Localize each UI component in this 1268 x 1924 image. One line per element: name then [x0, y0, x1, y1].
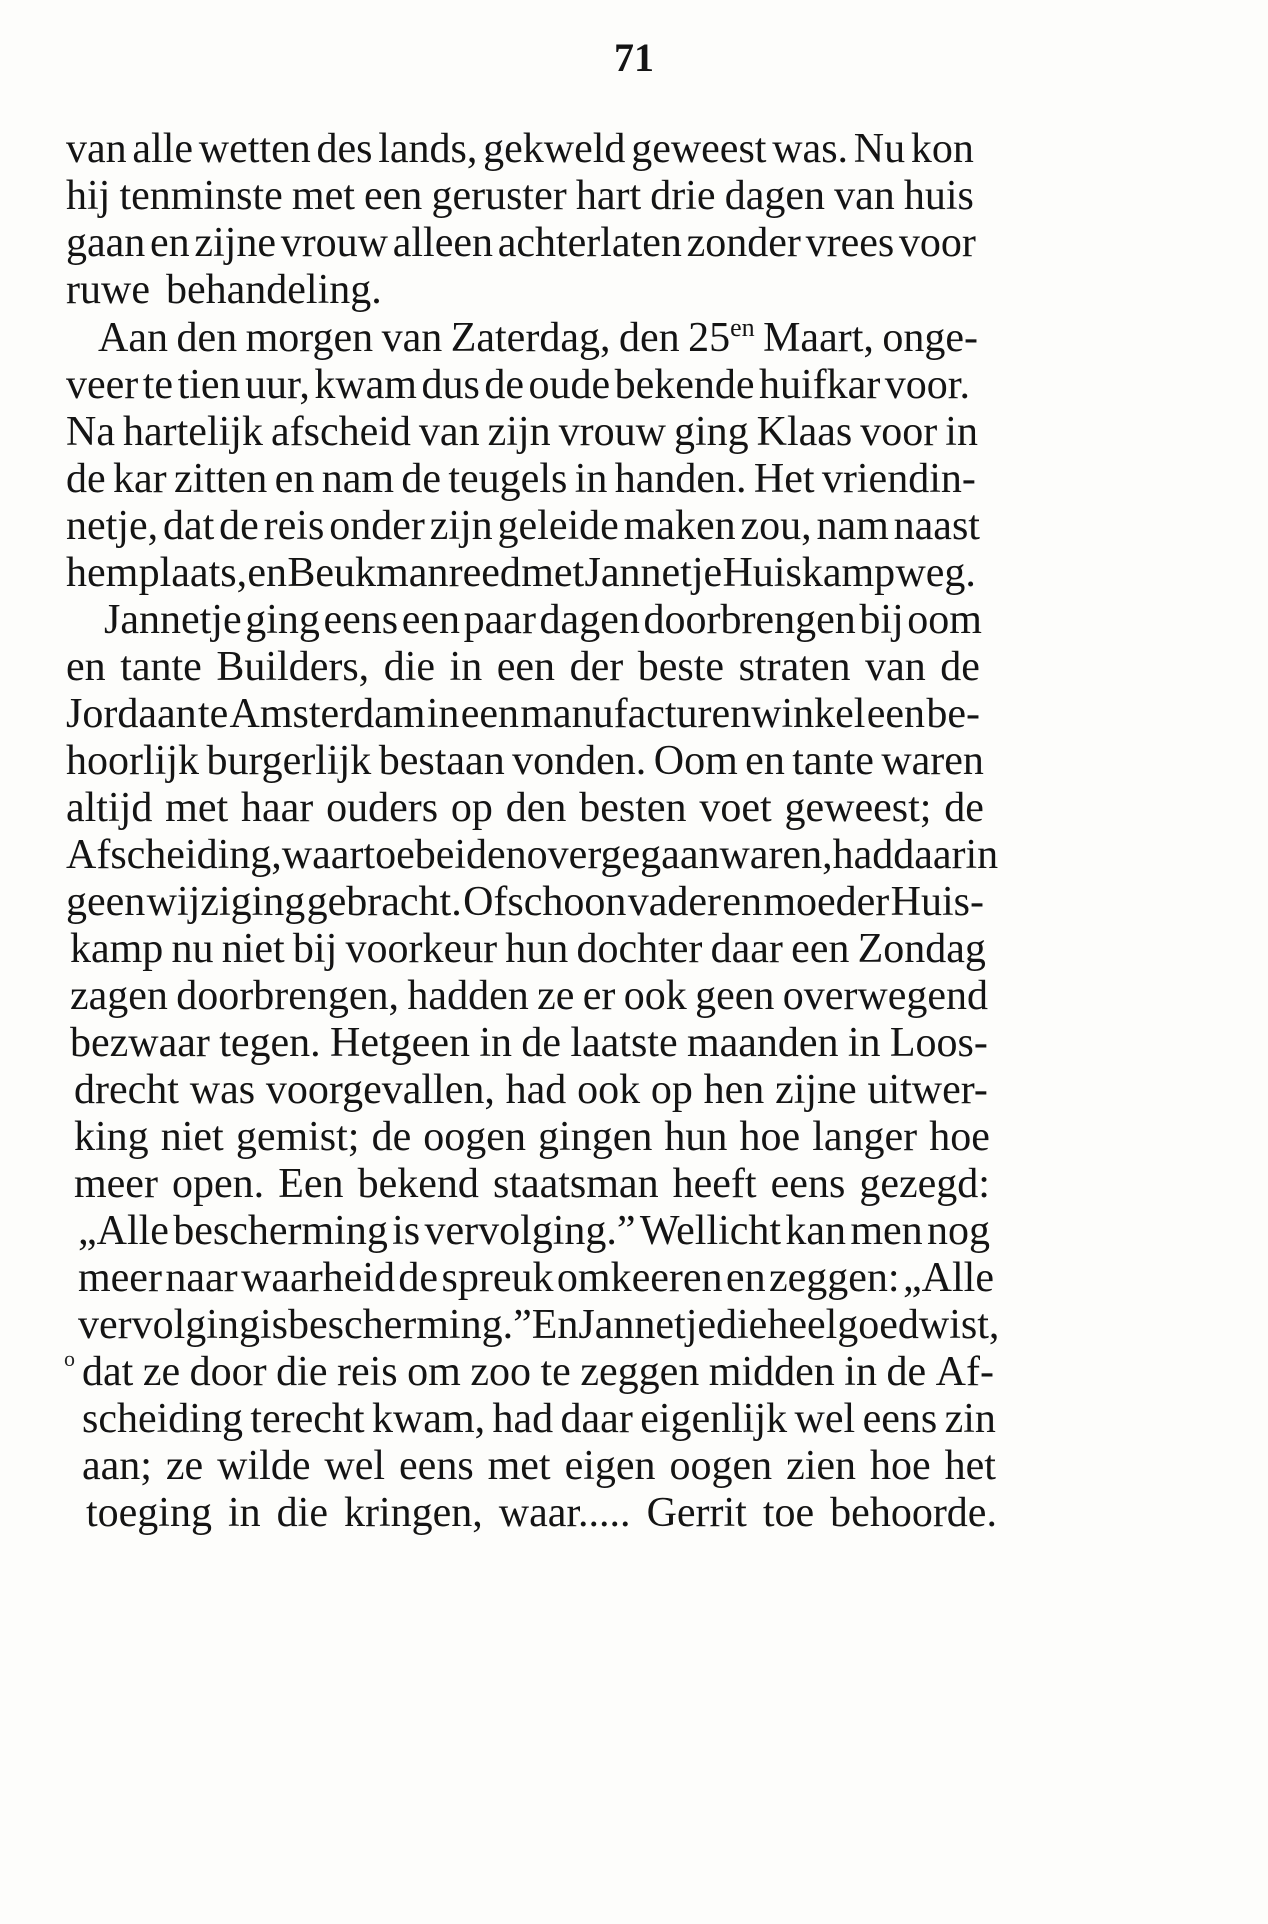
text-line: Afscheiding, waartoe beiden overgegaan waren, had daarin: [66, 832, 999, 878]
text-line: ruwe behandeling.: [66, 267, 382, 313]
text-line: hij tenminste met een geruster hart drie dagen van huis: [66, 173, 974, 219]
text-line: Aan den morgen van Zaterdag, den $25^{en}$ Maart, onge-: [98, 313, 978, 361]
text-line: en tante Builders, die in een der beste straten van de: [66, 644, 980, 690]
text-line: netje, dat de reis onder zijn geleide maken zou, nam naast: [66, 503, 980, 549]
text-line: altijd met haar ouders op den besten voet geweest; de: [66, 785, 984, 831]
text-line: dat ze door die reis om zoo te zeggen midden in de Af-: [82, 1349, 994, 1395]
text-line: bezwaar tegen. Hetgeen in de laatste maanden in Loos-: [70, 1020, 988, 1066]
page-number: 71: [614, 35, 654, 80]
text-line: Jannetje ging eens een paar dagen doorbrengen bij oom: [104, 597, 982, 643]
text-line: Jordaan te Amsterdam in een manufacturenwinkel een be-: [66, 691, 980, 737]
text-line: geen wijziging gebracht. Ofschoon vader en moeder Huis-: [66, 879, 984, 925]
text-line: scheiding terecht kwam, had daar eigenlijk wel eens zin: [82, 1396, 996, 1442]
text-line: van alle wetten des lands, gekweld geweest was. Nu kon: [66, 126, 974, 172]
text-line: „Alle bescherming is vervolging.” Wellicht kan men nog: [78, 1208, 990, 1254]
text-line: kamp nu niet bij voorkeur hun dochter daar een Zondag: [70, 926, 986, 972]
margin-mark: o: [64, 1346, 75, 1371]
text-line: Na hartelijk afscheid van zijn vrouw ging Klaas voor in: [66, 409, 978, 455]
text-line: aan; ze wilde wel eens met eigen oogen zien hoe het: [82, 1443, 996, 1489]
text-line: drecht was voorgevallen, had ook op hen zijne uitwer-: [74, 1067, 988, 1113]
text-line: de kar zitten en nam de teugels in handen. Het vriendin-: [66, 456, 976, 502]
text-line: king niet gemist; de oogen gingen hun hoe langer hoe: [74, 1114, 990, 1160]
text-line: vervolging is bescherming.” En Jannetje die heel goed wist,: [78, 1302, 1000, 1348]
text-line: hoorlijk burgerlijk bestaan vonden. Oom en tante waren: [66, 738, 984, 784]
text-line: hem plaats, en Beukman reed met Jannetje Huiskamp weg.: [66, 550, 976, 596]
text-line: meer naar waarheid de spreuk omkeeren en zeggen: „Alle: [78, 1255, 994, 1301]
text-line: meer open. Een bekend staatsman heeft eens gezegd:: [74, 1161, 990, 1207]
text-line: toeging in die kringen, waar..... Gerrit toe behoorde.: [86, 1490, 997, 1536]
text-line: zagen doorbrengen, hadden ze er ook geen overwegend: [70, 973, 988, 1019]
text-line: veer te tien uur, kwam dus de oude bekende huifkar voor.: [66, 362, 970, 408]
text-line: gaan en zijne vrouw alleen achterlaten zonder vrees voor: [66, 220, 976, 266]
